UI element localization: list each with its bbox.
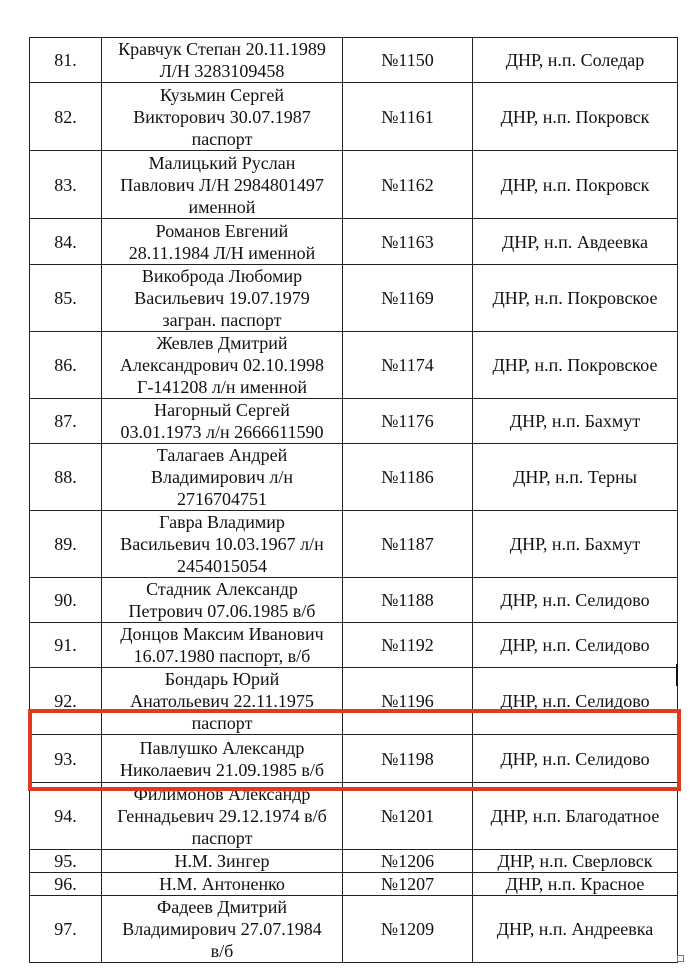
person-line: 2716704751 bbox=[177, 489, 267, 509]
person-cell bbox=[102, 896, 343, 963]
records-table-body bbox=[30, 38, 678, 963]
record-number: №1161 bbox=[343, 83, 473, 151]
person-line: именной bbox=[188, 196, 256, 217]
table-row bbox=[30, 735, 678, 783]
table-row bbox=[30, 399, 678, 444]
person-cell bbox=[102, 578, 343, 623]
location-cell: ДНР, н.п. Благодатное bbox=[473, 783, 678, 850]
person-line: Павлович Л/Н 2984801497 bbox=[120, 174, 324, 195]
record-number: №1201 bbox=[343, 783, 473, 850]
person-line: Нагорный Сергей bbox=[154, 400, 290, 420]
person-line: Малицький Руслан bbox=[148, 152, 296, 173]
person-line: Николаевич 21.09.1985 в/б bbox=[119, 759, 325, 780]
table-row bbox=[30, 332, 678, 399]
table-row bbox=[30, 83, 678, 151]
person-line: Павлушко Александр bbox=[139, 737, 305, 758]
location-cell: ДНР, н.п. Селидово bbox=[473, 578, 678, 623]
person-line: Кравчук Степан 20.11.1989 bbox=[118, 39, 326, 59]
person-line: загран. паспорт bbox=[162, 310, 282, 330]
record-number: №1162 bbox=[343, 151, 473, 219]
person-line: Петрович 07.06.1985 в/б bbox=[128, 601, 316, 621]
person-line: Васильевич 10.03.1967 л/н bbox=[120, 534, 324, 554]
location-cell: ДНР, н.п. Красное bbox=[473, 873, 678, 896]
row-number: 87. bbox=[30, 399, 102, 444]
record-number: №1198 bbox=[343, 735, 473, 783]
row-number: 89. bbox=[30, 511, 102, 578]
record-number: №1206 bbox=[343, 850, 473, 873]
table-row bbox=[30, 265, 678, 332]
row-number: 85. bbox=[30, 265, 102, 332]
record-number: №1176 bbox=[343, 399, 473, 444]
location-cell: ДНР, н.п. Покровск bbox=[473, 83, 678, 151]
location-cell: ДНР, н.п. Покровское bbox=[473, 332, 678, 399]
person-line: Жевлев Дмитрий bbox=[156, 333, 288, 353]
page-corner-mark bbox=[677, 955, 684, 962]
person-line: Л/Н 3283109458 bbox=[159, 61, 285, 81]
record-number: №1188 bbox=[343, 578, 473, 623]
location-cell: ДНР, н.п. Андреевка bbox=[473, 896, 678, 963]
row-number: 93. bbox=[30, 735, 102, 783]
person-cell bbox=[102, 399, 343, 444]
person-line: 28.11.1984 Л/Н именной bbox=[128, 242, 316, 263]
row-number: 84. bbox=[30, 219, 102, 265]
person-line: паспорт bbox=[191, 713, 253, 733]
table-row bbox=[30, 444, 678, 511]
record-number: №1196 bbox=[343, 668, 473, 735]
location-cell: ДНР, н.п. Селидово bbox=[473, 668, 678, 735]
person-line: 03.01.1973 л/н 2666611590 bbox=[120, 422, 324, 442]
location-cell: ДНР, н.п. Сверловск bbox=[473, 850, 678, 873]
person-line: Донцов Максим Иванович bbox=[120, 624, 324, 644]
location-cell: ДНР, н.п. Селидово bbox=[473, 623, 678, 668]
person-cell bbox=[102, 38, 343, 83]
table-row bbox=[30, 850, 678, 873]
row-number: 94. bbox=[30, 783, 102, 850]
person-line: 16.07.1980 паспорт, в/б bbox=[133, 646, 311, 666]
margin-tick bbox=[676, 664, 678, 686]
record-number: №1187 bbox=[343, 511, 473, 578]
person-line: Кузьмин Сергей bbox=[159, 84, 285, 105]
person-cell bbox=[102, 511, 343, 578]
record-number: №1207 bbox=[343, 873, 473, 896]
person-line: Романов Евгений bbox=[155, 220, 289, 241]
location-cell: ДНР, н.п. Покровское bbox=[473, 265, 678, 332]
person-cell bbox=[102, 668, 343, 735]
person-line: Н.М. Зингер bbox=[174, 851, 270, 871]
row-number: 95. bbox=[30, 850, 102, 873]
person-cell bbox=[102, 151, 343, 219]
record-number: №1150 bbox=[343, 38, 473, 83]
person-cell bbox=[102, 783, 343, 850]
location-cell: ДНР, н.п. Авдеевка bbox=[473, 219, 678, 265]
table-row bbox=[30, 668, 678, 735]
row-number: 91. bbox=[30, 623, 102, 668]
record-number: №1186 bbox=[343, 444, 473, 511]
person-line: Бондарь Юрий bbox=[164, 669, 280, 689]
table-row bbox=[30, 511, 678, 578]
person-line: Владимирович л/н bbox=[150, 467, 294, 487]
row-number: 86. bbox=[30, 332, 102, 399]
record-number: №1174 bbox=[343, 332, 473, 399]
person-line: Г-141208 л/н именной bbox=[137, 377, 307, 397]
table-row bbox=[30, 578, 678, 623]
person-line: Владимирович 27.07.1984 bbox=[122, 919, 322, 939]
person-cell bbox=[102, 219, 343, 265]
table-row bbox=[30, 38, 678, 83]
table-row bbox=[30, 783, 678, 850]
record-number: №1192 bbox=[343, 623, 473, 668]
location-cell: ДНР, н.п. Бахмут bbox=[473, 399, 678, 444]
person-line: Филимонов Александр bbox=[133, 784, 311, 804]
person-cell bbox=[102, 444, 343, 511]
person-line: Александрович 02.10.1998 bbox=[120, 355, 324, 375]
person-cell bbox=[102, 735, 343, 783]
table-row bbox=[30, 896, 678, 963]
location-cell: ДНР, н.п. Бахмут bbox=[473, 511, 678, 578]
person-line: Талагаев Андрей bbox=[156, 445, 288, 465]
person-cell bbox=[102, 873, 343, 896]
row-number: 83. bbox=[30, 151, 102, 219]
person-line: Викторович 30.07.1987 bbox=[133, 106, 311, 127]
record-number: №1163 bbox=[343, 219, 473, 265]
record-number: №1209 bbox=[343, 896, 473, 963]
person-cell bbox=[102, 623, 343, 668]
person-cell bbox=[102, 332, 343, 399]
row-number: 97. bbox=[30, 896, 102, 963]
row-number: 88. bbox=[30, 444, 102, 511]
person-line: Викоброда Любомир bbox=[141, 266, 303, 286]
location-cell: ДНР, н.п. Терны bbox=[473, 444, 678, 511]
table-row bbox=[30, 151, 678, 219]
location-cell: ДНР, н.п. Покровск bbox=[473, 151, 678, 219]
person-line: 2454015054 bbox=[177, 556, 267, 576]
row-number: 96. bbox=[30, 873, 102, 896]
person-line: Фадеев Дмитрий bbox=[157, 897, 287, 917]
person-cell bbox=[102, 265, 343, 332]
table-row bbox=[30, 623, 678, 668]
row-number: 90. bbox=[30, 578, 102, 623]
person-line: Анатольевич 22.11.1975 bbox=[130, 691, 314, 711]
person-line: паспорт bbox=[191, 128, 253, 149]
row-number: 82. bbox=[30, 83, 102, 151]
person-line: Стадник Александр bbox=[146, 579, 298, 599]
person-line: паспорт bbox=[191, 828, 253, 848]
person-line: Н.М. Антоненко bbox=[159, 874, 285, 894]
record-number: №1169 bbox=[343, 265, 473, 332]
location-cell: ДНР, н.п. Соледар bbox=[473, 38, 678, 83]
row-number: 92. bbox=[30, 668, 102, 735]
person-line: Васильевич 19.07.1979 bbox=[134, 288, 310, 308]
row-number: 81. bbox=[30, 38, 102, 83]
person-line: в/б bbox=[210, 941, 234, 961]
location-cell: ДНР, н.п. Селидово bbox=[473, 735, 678, 783]
records-table bbox=[29, 37, 678, 963]
table-row bbox=[30, 219, 678, 265]
table-row bbox=[30, 873, 678, 896]
person-cell bbox=[102, 850, 343, 873]
person-line: Геннадьевич 29.12.1974 в/б bbox=[117, 806, 327, 826]
person-cell bbox=[102, 83, 343, 151]
person-line: Гавра Владимир bbox=[159, 512, 285, 532]
